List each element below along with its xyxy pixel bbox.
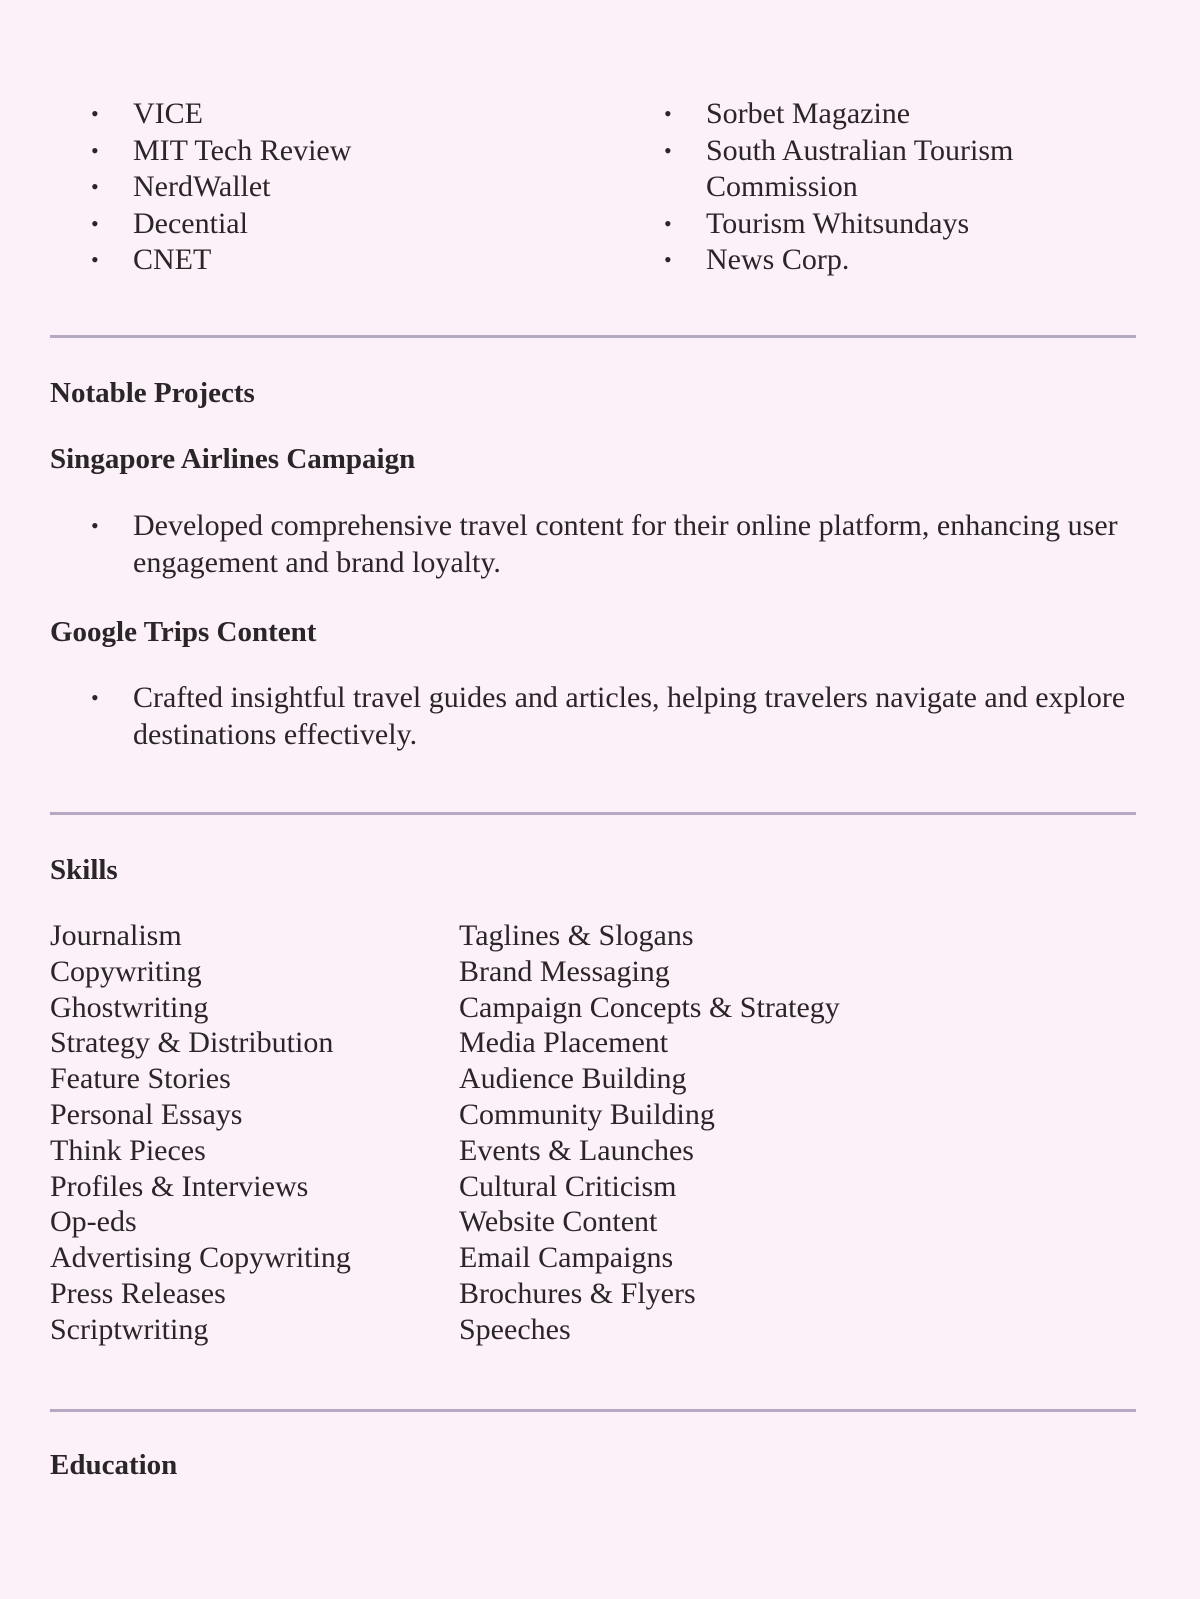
- skill-item: Journalism: [50, 919, 182, 952]
- skill-item: Email Campaigns: [459, 1241, 674, 1275]
- project-bullets: [50, 680, 1135, 753]
- list-item: [623, 206, 1093, 243]
- skill-item: Profiles & Interviews: [50, 1169, 309, 1203]
- project-title: Google Trips Content: [50, 616, 317, 648]
- skill-item: Personal Essays: [50, 1097, 243, 1131]
- skill-item: Campaign Concepts & Strategy: [459, 990, 840, 1024]
- section-divider: [50, 335, 1136, 338]
- section-heading-projects: Notable Projects: [50, 377, 255, 409]
- skill-item: Op-eds: [50, 1205, 137, 1239]
- project-description: Developed comprehensive travel content for their online platform, enhancing user engagement and brand loyalty.: [133, 509, 1118, 579]
- client-name: Sorbet Magazine: [706, 97, 911, 130]
- list-item: [50, 242, 610, 279]
- list-item: [50, 508, 1135, 581]
- list-item: [50, 680, 1135, 753]
- client-name: South Australian Tourism Commission: [706, 133, 1014, 203]
- list-item: [623, 242, 1093, 279]
- skill-item: Advertising Copywriting: [50, 1241, 351, 1275]
- skill-item: Copywriting: [50, 954, 202, 988]
- skill-item: Audience Building: [459, 1062, 687, 1096]
- skill-item: Brochures & Flyers: [459, 1276, 696, 1310]
- skill-item: Strategy & Distribution: [50, 1026, 334, 1060]
- skills-column-left: [50, 918, 351, 1348]
- client-name: CNET: [133, 243, 212, 276]
- list-item: [623, 96, 1093, 133]
- client-name: MIT Tech Review: [133, 133, 352, 167]
- bullet-icon: •: [91, 513, 99, 538]
- bullet-icon: •: [91, 101, 99, 126]
- client-name: VICE: [133, 97, 203, 130]
- skill-item: Brand Messaging: [459, 954, 670, 988]
- skill-item: Ghostwriting: [50, 990, 209, 1024]
- section-heading-skills: Skills: [50, 854, 118, 886]
- skill-item: Website Content: [459, 1205, 658, 1239]
- bullet-icon: •: [91, 247, 99, 272]
- bullet-icon: •: [664, 210, 672, 236]
- project-description: Crafted insightful travel guides and articles, helping travelers navigate and explore destinations effectively.: [133, 681, 1126, 751]
- list-item: [50, 133, 610, 170]
- clients-list-left: [50, 96, 610, 279]
- client-name: Tourism Whitsundays: [706, 206, 970, 240]
- skill-item: Community Building: [459, 1097, 715, 1131]
- bullet-icon: •: [91, 685, 99, 710]
- project-title: Singapore Airlines Campaign: [50, 443, 416, 475]
- client-name: News Corp.: [706, 243, 850, 276]
- section-divider: [50, 812, 1136, 815]
- bullet-icon: •: [91, 210, 99, 236]
- list-item: [50, 169, 610, 206]
- skill-item: Cultural Criticism: [459, 1169, 677, 1203]
- bullet-icon: •: [664, 137, 672, 163]
- bullet-icon: •: [91, 174, 99, 199]
- project-google-trips: [50, 614, 1135, 753]
- skill-item: Think Pieces: [50, 1133, 206, 1167]
- project-singapore-airlines: [50, 441, 1135, 581]
- section-heading-education: Education: [50, 1449, 178, 1481]
- project-bullets: [50, 508, 1135, 581]
- skill-item: Scriptwriting: [50, 1312, 209, 1346]
- skill-item: Press Releases: [50, 1276, 226, 1310]
- client-name: NerdWallet: [133, 170, 271, 203]
- bullet-icon: •: [664, 247, 672, 272]
- list-item: [50, 206, 610, 243]
- client-name: Decential: [133, 206, 248, 240]
- bullet-icon: •: [91, 137, 99, 163]
- list-item: [50, 96, 610, 133]
- skill-item: Media Placement: [459, 1026, 669, 1060]
- skill-item: Speeches: [459, 1312, 571, 1346]
- section-divider: [50, 1409, 1136, 1412]
- clients-list-right: [623, 96, 1093, 279]
- skill-item: Feature Stories: [50, 1062, 231, 1096]
- skill-item: Events & Launches: [459, 1133, 694, 1167]
- clients-list: [50, 96, 1135, 286]
- skills-column-right: [459, 918, 840, 1348]
- skill-item: Taglines & Slogans: [459, 919, 694, 952]
- list-item: [623, 133, 1093, 206]
- bullet-icon: •: [664, 101, 672, 126]
